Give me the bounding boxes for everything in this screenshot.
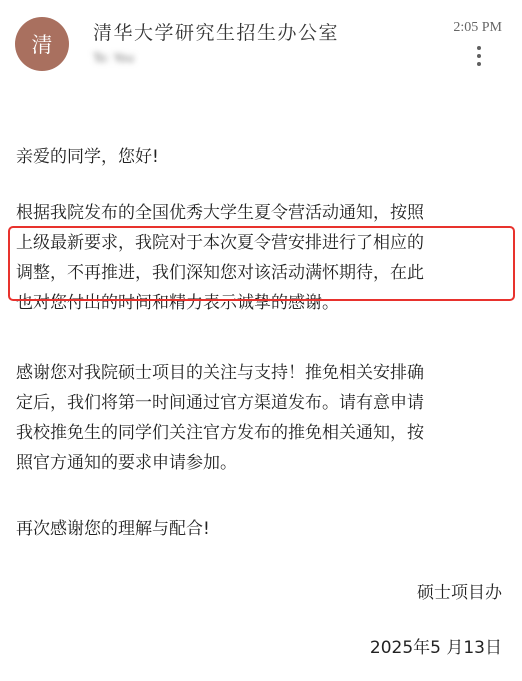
paragraph-line: 上级最新要求，我院对于本次夏令营安排进行了相应的 bbox=[16, 233, 424, 253]
paragraph-line: 定后，我们将第一时间通过官方渠道发布。请有意申请 bbox=[16, 393, 424, 413]
signature-date: 2025年5 月13日 bbox=[369, 638, 502, 658]
red-highlight-box bbox=[8, 226, 515, 301]
more-dot bbox=[477, 62, 481, 66]
paragraph-line: 照官方通知的要求申请参加。 bbox=[16, 453, 237, 473]
more-dot bbox=[477, 46, 481, 50]
recipient-line[interactable]: To: You bbox=[93, 51, 135, 65]
closing-line: 再次感谢您的理解与配合! bbox=[16, 519, 210, 539]
paragraph-line: 根据我院发布的全国优秀大学生夏令营活动通知，按照 bbox=[16, 203, 424, 223]
signature: 硕士项目办 bbox=[417, 583, 502, 603]
paragraph-line: 调整，不再推进，我们深知您对该活动满怀期待，在此 bbox=[16, 263, 424, 283]
email-timestamp: 2:05 PM bbox=[453, 20, 502, 35]
more-options-icon[interactable] bbox=[476, 46, 482, 66]
avatar-letter: 清 bbox=[31, 33, 53, 57]
email-header bbox=[0, 0, 522, 90]
more-dot bbox=[477, 54, 481, 58]
paragraph-2 bbox=[16, 358, 506, 478]
paragraph-line: 我校推免生的同学们关注官方发布的推免相关通知，按 bbox=[16, 423, 424, 443]
paragraph-line: 也对您付出的时间和精力表示诚挚的感谢。 bbox=[16, 293, 339, 313]
greeting-line: 亲爱的同学，您好! bbox=[16, 147, 159, 167]
closing bbox=[16, 514, 506, 544]
greeting bbox=[16, 142, 506, 172]
paragraph-line: 感谢您对我院硕士项目的关注与支持！推免相关安排确 bbox=[16, 363, 424, 383]
sender-avatar[interactable] bbox=[15, 17, 69, 71]
sender-name[interactable]: 清华大学研究生招生办公室 bbox=[93, 22, 340, 44]
